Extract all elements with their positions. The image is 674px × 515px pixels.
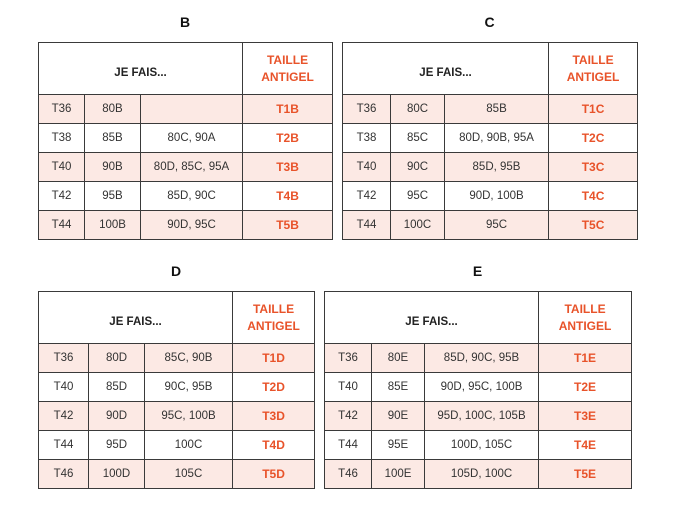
- clothing-size: T42: [325, 402, 372, 431]
- clothing-size: T40: [325, 373, 372, 402]
- alt-sizes: 90D, 100B: [445, 182, 549, 211]
- bra-size: 80D: [89, 344, 145, 373]
- size-block-d: [38, 250, 314, 495]
- alt-sizes: 105C: [145, 460, 233, 489]
- clothing-size: T36: [325, 344, 372, 373]
- table-row: [39, 182, 333, 211]
- antigel-size: T2C: [549, 124, 638, 153]
- antigel-size: T3C: [549, 153, 638, 182]
- table-row: [325, 344, 632, 373]
- clothing-size: T36: [343, 95, 391, 124]
- antigel-size: T2D: [233, 373, 315, 402]
- bra-size: 80E: [372, 344, 425, 373]
- bra-size: 100D: [89, 460, 145, 489]
- size-block-c: [342, 0, 637, 245]
- clothing-size: T40: [39, 153, 85, 182]
- alt-sizes: 105D, 100C: [425, 460, 539, 489]
- alt-sizes: 80C, 90A: [141, 124, 243, 153]
- header-je-fais: JE FAIS...: [325, 292, 539, 344]
- bra-size: 85E: [372, 373, 425, 402]
- clothing-size: T46: [325, 460, 372, 489]
- table-row: [39, 460, 315, 489]
- clothing-size: T44: [325, 431, 372, 460]
- clothing-size: T42: [343, 182, 391, 211]
- antigel-size: T5D: [233, 460, 315, 489]
- table-title: C: [484, 14, 495, 30]
- alt-sizes: 85C, 90B: [145, 344, 233, 373]
- header-je-fais: JE FAIS...: [39, 292, 233, 344]
- clothing-size: T42: [39, 402, 89, 431]
- clothing-size: T36: [39, 344, 89, 373]
- table-row: [39, 95, 333, 124]
- antigel-size: T1B: [243, 95, 333, 124]
- header-taille-antigel: TAILLE ANTIGEL: [243, 43, 333, 95]
- bra-size: 85B: [85, 124, 141, 153]
- antigel-size: T4E: [539, 431, 632, 460]
- antigel-size: T5E: [539, 460, 632, 489]
- header-taille-antigel: TAILLE ANTIGEL: [539, 292, 632, 344]
- bra-size: 95C: [391, 182, 445, 211]
- alt-sizes: 90D, 95C: [141, 211, 243, 240]
- table-row: [343, 95, 638, 124]
- size-table-d: [38, 291, 315, 489]
- table-row: [39, 153, 333, 182]
- bra-size: 95E: [372, 431, 425, 460]
- alt-sizes: 95C: [445, 211, 549, 240]
- table-title: B: [179, 14, 191, 30]
- clothing-size: T36: [39, 95, 85, 124]
- antigel-size: T4B: [243, 182, 333, 211]
- bra-size: 90E: [372, 402, 425, 431]
- table-row: [343, 124, 638, 153]
- table-row: [325, 373, 632, 402]
- alt-sizes: 80D, 90B, 95A: [445, 124, 549, 153]
- antigel-size: T2B: [243, 124, 333, 153]
- antigel-size: T1D: [233, 344, 315, 373]
- clothing-size: T40: [39, 373, 89, 402]
- bra-size: 100E: [372, 460, 425, 489]
- table-row: [39, 211, 333, 240]
- clothing-size: T44: [39, 431, 89, 460]
- size-table-c: [342, 42, 638, 240]
- clothing-size: T44: [343, 211, 391, 240]
- bra-size: 95D: [89, 431, 145, 460]
- table-row: [39, 344, 315, 373]
- alt-sizes: 95C, 100B: [145, 402, 233, 431]
- clothing-size: T38: [39, 124, 85, 153]
- size-table-b: [38, 42, 333, 240]
- bra-size: 90D: [89, 402, 145, 431]
- antigel-size: T5C: [549, 211, 638, 240]
- antigel-size: T4C: [549, 182, 638, 211]
- alt-sizes: 95D, 100C, 105B: [425, 402, 539, 431]
- table-row: [325, 460, 632, 489]
- table-row: [39, 124, 333, 153]
- bra-size: 95B: [85, 182, 141, 211]
- table-row: [343, 211, 638, 240]
- antigel-size: T3B: [243, 153, 333, 182]
- alt-sizes: 85D, 95B: [445, 153, 549, 182]
- bra-size: 100B: [85, 211, 141, 240]
- alt-sizes: 85D, 90C, 95B: [425, 344, 539, 373]
- alt-sizes: 100C: [145, 431, 233, 460]
- alt-sizes: 80D, 85C, 95A: [141, 153, 243, 182]
- alt-sizes: 85D, 90C: [141, 182, 243, 211]
- alt-sizes: [141, 95, 243, 124]
- clothing-size: T38: [343, 124, 391, 153]
- clothing-size: T44: [39, 211, 85, 240]
- header-taille-antigel: TAILLE ANTIGEL: [549, 43, 638, 95]
- table-row: [343, 182, 638, 211]
- table-title: E: [472, 263, 483, 279]
- alt-sizes: 90C, 95B: [145, 373, 233, 402]
- antigel-size: T1C: [549, 95, 638, 124]
- bra-size: 80B: [85, 95, 141, 124]
- table-row: [39, 431, 315, 460]
- table-title: D: [170, 263, 182, 279]
- antigel-size: T1E: [539, 344, 632, 373]
- antigel-size: T3D: [233, 402, 315, 431]
- table-row: [343, 153, 638, 182]
- clothing-size: T42: [39, 182, 85, 211]
- bra-size: 85C: [391, 124, 445, 153]
- alt-sizes: 100D, 105C: [425, 431, 539, 460]
- size-table-e: [324, 291, 632, 489]
- bra-size: 80C: [391, 95, 445, 124]
- antigel-size: T4D: [233, 431, 315, 460]
- table-row: [325, 402, 632, 431]
- table-row: [39, 373, 315, 402]
- antigel-size: T2E: [539, 373, 632, 402]
- size-block-b: [38, 0, 332, 245]
- table-row: [325, 431, 632, 460]
- bra-size: 100C: [391, 211, 445, 240]
- clothing-size: T40: [343, 153, 391, 182]
- header-je-fais: JE FAIS...: [39, 43, 243, 95]
- header-je-fais: JE FAIS...: [343, 43, 549, 95]
- header-taille-antigel: TAILLE ANTIGEL: [233, 292, 315, 344]
- clothing-size: T46: [39, 460, 89, 489]
- antigel-size: T3E: [539, 402, 632, 431]
- antigel-size: T5B: [243, 211, 333, 240]
- size-block-e: [324, 250, 631, 495]
- table-row: [39, 402, 315, 431]
- alt-sizes: 90D, 95C, 100B: [425, 373, 539, 402]
- bra-size: 90C: [391, 153, 445, 182]
- bra-size: 85D: [89, 373, 145, 402]
- bra-size: 90B: [85, 153, 141, 182]
- alt-sizes: 85B: [445, 95, 549, 124]
